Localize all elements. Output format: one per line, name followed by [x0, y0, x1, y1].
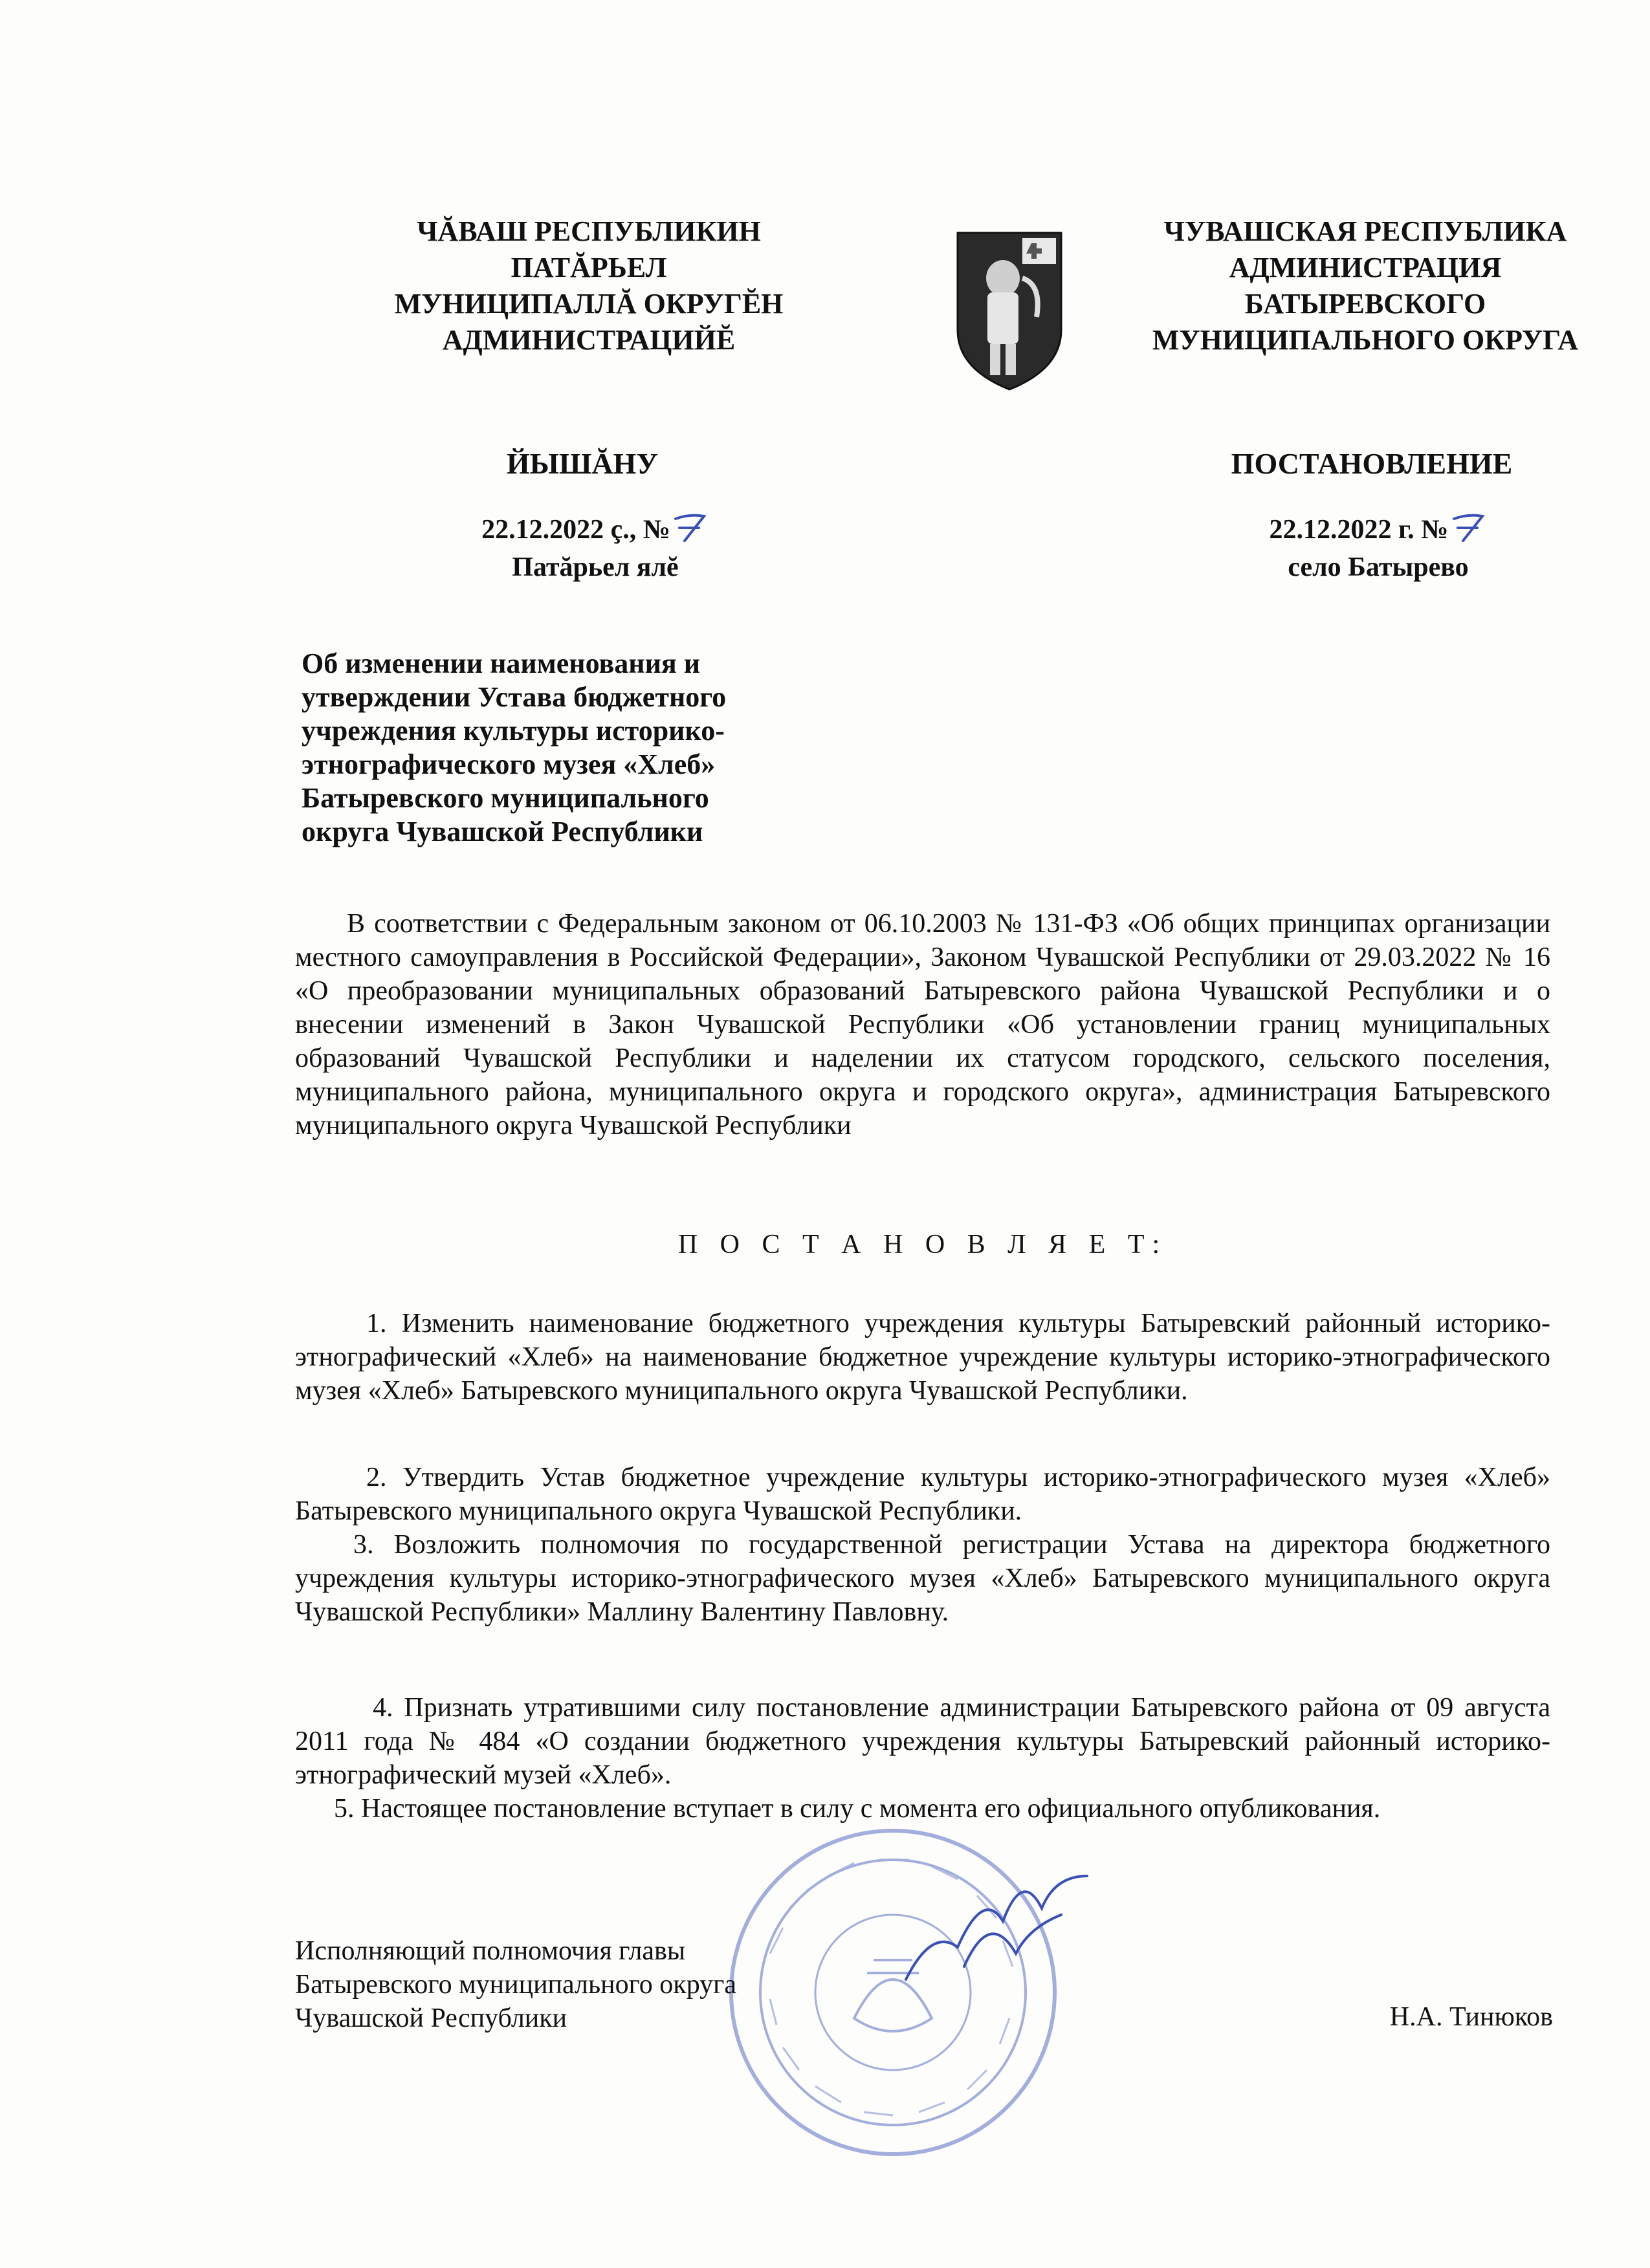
subject-line-1: Об изменении наименования и: [302, 648, 701, 679]
date-block-chuvash: [414, 511, 776, 586]
decree-item-4: 4. Признать утратившими силу постановление администрации Батыревского района от 09 августа 2011 года № 484 «О создании бюджетного учреждения культуры Батыревский районный историко-этнографический музей «Хлеб».: [295, 1693, 1550, 1790]
handwritten-number-icon: [670, 511, 709, 543]
header-right-line-2: АДМИНИСТРАЦИЯ: [1229, 252, 1502, 283]
decree-item-1: 1. Изменить наименование бюджетного учреждения культуры Батыревский районный историко-этнографический «Хлеб» на наименование бюджетное учреждение культуры историко-этнографического музея «Хлеб» Батыревского муниципального округа Чувашской Республики.: [295, 1309, 1550, 1406]
decree-heading: П О С Т А Н О В Л Я Е Т:: [677, 1230, 1168, 1259]
subject-line-3: учреждения культуры историко-: [302, 715, 725, 747]
header-right-line-3: БАТЫРЕВСКОГО: [1244, 288, 1486, 320]
header-right-line-4: МУНИЦИПАЛЬНОГО ОКРУГА: [1152, 324, 1579, 356]
coat-of-arms-emblem: [951, 220, 1068, 395]
signatory-name: Н.А. Тинюков: [1389, 2002, 1553, 2032]
intro-paragraph: В соответствии с Федеральным законом от 06.10.2003 № 131-ФЗ «Об общих принципах организации местного самоуправления в Российской Федерации», Законом Чувашской Республики от 29.03.2022 № 16 «О преобразовании муниципальных образований Батыревского района Чувашской Республики и о внесении изменений в Закон Чувашской Республики «Об установлении границ муниципальных образований Чувашской Республики и наделении их статусом городского, сельского поселения, муниципального района, муниципального округа и городского округа», администрация Батыревского муниципального округа Чувашской Республики: [295, 909, 1550, 1140]
date-line-left: [414, 511, 776, 549]
header-left-line-1: ЧĂВАШ РЕСПУБЛИКИН: [417, 215, 761, 247]
header-left-line-4: АДМИНИСТРАЦИЙĔ: [442, 324, 736, 356]
subject-line-4: этнографического музея «Хлеб»: [302, 748, 716, 780]
signature-line-2: Батыревского муниципального округа: [295, 1970, 737, 2000]
date-block-russian: [1210, 511, 1546, 586]
date-line-right: [1210, 511, 1546, 549]
header-left-line-3: МУНИЦИПАЛЛĂ ОКРУГĔН: [394, 288, 784, 320]
signature-line-3: Чувашской Республики: [295, 2003, 567, 2033]
decree-item-5: 5. Настоящее постановление вступает в силу с момента его официального опубликования.: [334, 1794, 1381, 1824]
signature-position: [295, 1934, 877, 2035]
header-chuvash: [362, 213, 815, 358]
decree-item-2: 2. Утвердить Устав бюджетное учреждение культуры историко-этнографического музея «Хлеб» Батыревского муниципального округа Чувашской Республики.: [295, 1463, 1550, 1526]
document-subject: [302, 647, 884, 849]
header-russian: [1100, 213, 1631, 358]
handwritten-number-icon: [1449, 511, 1488, 543]
header-left-line-2: ПАТĂРЬЕЛ: [511, 252, 667, 283]
doc-type-chuvash: ЙЫШĂНУ: [506, 447, 659, 480]
date-left: 22.12.2022 ç., №: [481, 515, 670, 545]
date-right: 22.12.2022 г. №: [1269, 515, 1449, 545]
header-right-line-1: ЧУВАШСКАЯ РЕСПУБЛИКА: [1163, 215, 1567, 247]
place-left: Патăрьел ялĕ: [512, 552, 679, 582]
subject-line-2: утверждении Устава бюджетного: [302, 681, 727, 713]
signature-line-1: Исполняющий полномочия главы: [295, 1936, 686, 1966]
subject-line-5: Батыревского муниципального: [302, 782, 709, 814]
doc-type-russian: ПОСТАНОВЛЕНИЕ: [1231, 447, 1513, 480]
handwritten-signature-icon: [893, 1850, 1100, 2005]
decree-item-3: 3. Возложить полномочия по государственной регистрации Устава на директора бюджетного учреждения культуры историко-этнографического музея «Хлеб» Батыревского муниципального округа Чувашской Республики» Маллину Валентину Павловну.: [295, 1530, 1550, 1627]
subject-line-6: округа Чувашской Республики: [302, 816, 703, 847]
place-right: село Батырево: [1288, 552, 1469, 582]
